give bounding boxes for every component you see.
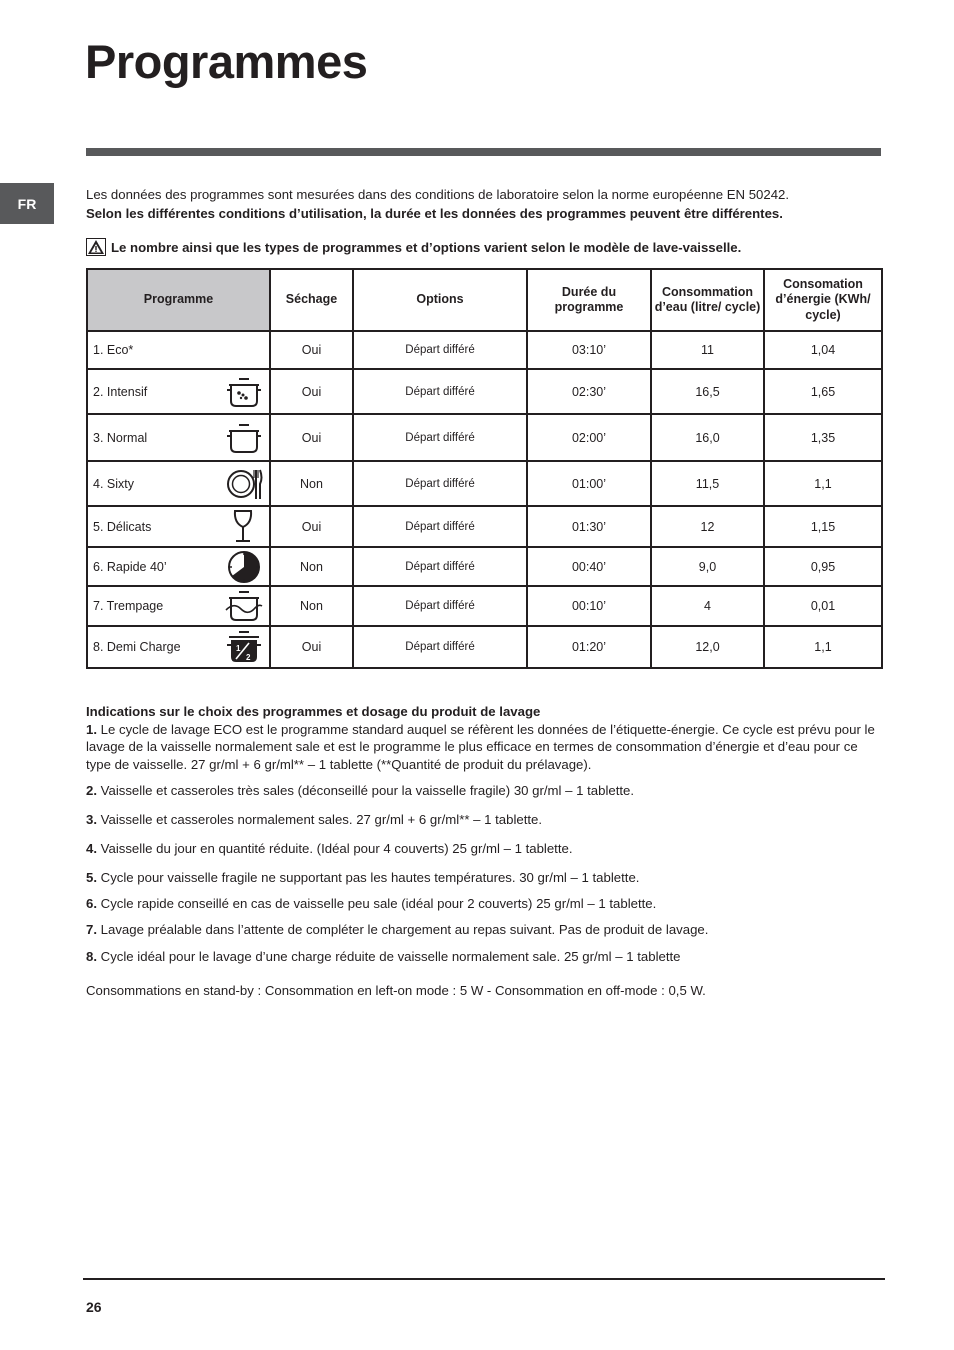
eau-cell: 12,0 bbox=[651, 626, 764, 668]
programme-name: 3. Normal bbox=[87, 414, 270, 461]
plate-cutlery-icon bbox=[225, 466, 263, 502]
page-number: 26 bbox=[86, 1299, 102, 1315]
energie-cell: 1,04 bbox=[764, 331, 882, 369]
note-item: 7. Lavage préalable dans l’attente de compléter le chargement au repas suivant. Pas de produit de lavage. bbox=[86, 922, 709, 937]
note-item: 2. Vaisselle et casseroles très sales (déconseillé pour la vaisselle fragile) 30 gr/ml – 1 tablette. bbox=[86, 783, 635, 798]
note-item: 4. Vaisselle du jour en quantité réduite. (Idéal pour 4 couverts) 25 gr/ml – 1 tablette. bbox=[86, 841, 573, 856]
options-cell: Départ différé bbox=[353, 626, 527, 668]
programme-name: 5. Délicats bbox=[87, 506, 270, 547]
col-header-duree: Durée du programme bbox=[527, 269, 651, 331]
eau-cell: 11,5 bbox=[651, 461, 764, 506]
duree-cell: 00:40’ bbox=[527, 547, 651, 586]
table-row bbox=[87, 414, 882, 461]
duree-cell: 02:00’ bbox=[527, 414, 651, 461]
duree-cell: 02:30’ bbox=[527, 369, 651, 414]
programme-name: 7. Trempage bbox=[87, 586, 270, 626]
programme-name: 6. Rapide 40’ bbox=[87, 547, 270, 586]
half-load-icon bbox=[225, 629, 263, 665]
table-row bbox=[87, 506, 882, 547]
eau-cell: 16,0 bbox=[651, 414, 764, 461]
col-header-programme: Programme bbox=[87, 269, 270, 331]
table-row bbox=[87, 331, 882, 369]
options-cell: Départ différé bbox=[353, 506, 527, 547]
svg-text:1: 1 bbox=[236, 644, 241, 653]
note-item: 5. Cycle pour vaisselle fragile ne supportant pas les hautes températures. 30 gr/ml – 1 tablette. bbox=[86, 870, 640, 885]
wine-glass-icon bbox=[225, 509, 263, 545]
options-cell: Départ différé bbox=[353, 547, 527, 586]
programme-name: 8. Demi Charge 1 2 bbox=[87, 626, 270, 668]
table-row bbox=[87, 626, 882, 668]
programme-name: 1. Eco* bbox=[87, 331, 270, 369]
eau-cell: 4 bbox=[651, 586, 764, 626]
table-row bbox=[87, 369, 882, 414]
options-cell: Départ différé bbox=[353, 461, 527, 506]
energie-cell: 1,65 bbox=[764, 369, 882, 414]
sechage-cell: Non bbox=[270, 461, 353, 506]
intro-line-conditions: Selon les différentes conditions d’utilisation, la durée et les données des programmes peuvent être différentes. bbox=[86, 206, 783, 221]
standby-consumption: Consommations en stand-by : Consommation en left-on mode : 5 W - Consommation en off-mode : 0,5 W. bbox=[86, 983, 706, 998]
eau-cell: 16,5 bbox=[651, 369, 764, 414]
page-title: Programmes bbox=[85, 35, 368, 88]
table-row bbox=[87, 461, 882, 506]
eau-cell: 11 bbox=[651, 331, 764, 369]
programme-name: 2. Intensif bbox=[87, 369, 270, 414]
table-row bbox=[87, 586, 882, 626]
table-row bbox=[87, 547, 882, 586]
pot-soak-icon bbox=[225, 588, 263, 624]
svg-text:2: 2 bbox=[246, 653, 251, 662]
energie-cell: 1,35 bbox=[764, 414, 882, 461]
options-cell: Départ différé bbox=[353, 331, 527, 369]
energie-cell: 1,1 bbox=[764, 461, 882, 506]
duree-cell: 01:20’ bbox=[527, 626, 651, 668]
duree-cell: 00:10’ bbox=[527, 586, 651, 626]
model-warning bbox=[86, 238, 886, 256]
sechage-cell: Oui bbox=[270, 626, 353, 668]
note-item: 6. Cycle rapide conseillé en cas de vaisselle peu sale (idéal pour 2 couverts) 25 gr/ml – 1 tablette. bbox=[86, 896, 657, 911]
energie-cell: 1,1 bbox=[764, 626, 882, 668]
sechage-cell: Oui bbox=[270, 506, 353, 547]
eau-cell: 9,0 bbox=[651, 547, 764, 586]
clock-icon bbox=[225, 549, 263, 585]
pot-heavy-soil-icon bbox=[225, 374, 263, 410]
note-item: 1. Le cycle de lavage ECO est le programme standard auquel se réfèrent les données de l’étiquette-énergie. Ce cycle est prévu pour le lavage de la vaisselle normalement sale et est le programme le plus efficace en termes de consommation d’énergie et d’eau pour ce type de vaisselle. 27 gr/ml + 6 gr/ml** – 1 tablette (**Quantité de produit du prélavage). bbox=[86, 721, 875, 772]
options-cell: Départ différé bbox=[353, 586, 527, 626]
note-item: 8. Cycle idéal pour le lavage d’une charge réduite de vaisselle normalement sale. 25 gr/ml – 1 tablette bbox=[86, 948, 681, 964]
sechage-cell: Oui bbox=[270, 369, 353, 414]
duree-cell: 03:10’ bbox=[527, 331, 651, 369]
sechage-cell: Non bbox=[270, 547, 353, 586]
col-header-sechage: Séchage bbox=[270, 269, 353, 331]
col-header-options: Options bbox=[353, 269, 527, 331]
sechage-cell: Oui bbox=[270, 414, 353, 461]
warning-icon bbox=[86, 238, 106, 256]
energie-cell: 1,15 bbox=[764, 506, 882, 547]
duree-cell: 01:30’ bbox=[527, 506, 651, 547]
options-cell: Départ différé bbox=[353, 414, 527, 461]
warning-text: Le nombre ainsi que les types de programmes et d’options varient selon le modèle de lave-vaisselle. bbox=[111, 239, 742, 255]
energie-cell: 0,95 bbox=[764, 547, 882, 586]
language-tab: FR bbox=[0, 183, 54, 224]
title-divider bbox=[86, 148, 881, 156]
note-item: 3. Vaisselle et casseroles normalement sales. 27 gr/ml + 6 gr/ml** – 1 tablette. bbox=[86, 812, 543, 827]
intro-text bbox=[86, 185, 886, 223]
col-header-eau: Consommation d’eau (litre/ cycle) bbox=[651, 269, 764, 331]
notes-heading: Indications sur le choix des programmes et dosage du produit de lavage bbox=[86, 704, 541, 719]
energie-cell: 0,01 bbox=[764, 586, 882, 626]
footer-divider bbox=[83, 1278, 885, 1280]
sechage-cell: Non bbox=[270, 586, 353, 626]
programme-name: 4. Sixty bbox=[87, 461, 270, 506]
pot-icon bbox=[225, 420, 263, 456]
programmes-table bbox=[86, 268, 883, 669]
programme-notes bbox=[86, 704, 884, 965]
options-cell: Départ différé bbox=[353, 369, 527, 414]
eau-cell: 12 bbox=[651, 506, 764, 547]
sechage-cell: Oui bbox=[270, 331, 353, 369]
intro-line-lab: Les données des programmes sont mesurées dans des conditions de laboratoire selon la norme européenne EN 50242. bbox=[86, 187, 790, 202]
duree-cell: 01:00’ bbox=[527, 461, 651, 506]
col-header-energie: Consomation d’énergie (KWh/ cycle) bbox=[764, 269, 882, 331]
